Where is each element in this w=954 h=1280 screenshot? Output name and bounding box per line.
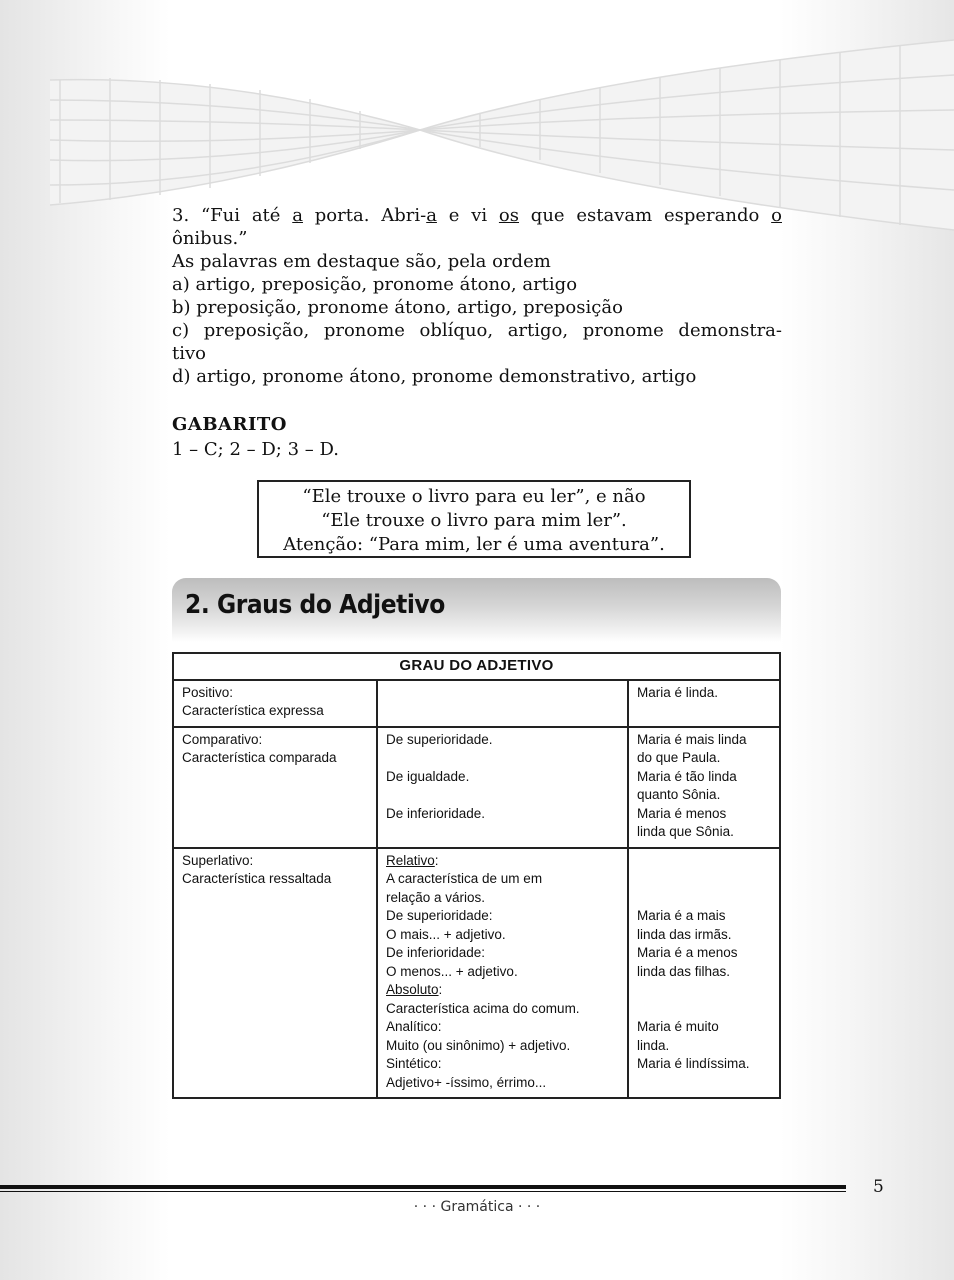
question-3-stem-cont: ônibus.” xyxy=(172,228,248,249)
option-b: b) preposição, pronome átono, artigo, preposição xyxy=(172,297,623,318)
footer-title: · · · Gramática · · · xyxy=(413,1199,541,1215)
question-3-stem: 3. “Fui até a porta. Abri-a e vi os que estavam esperando o xyxy=(172,205,782,226)
note-line: “Ele trouxe o livro para eu ler”, e não xyxy=(302,486,646,507)
table-row xyxy=(173,727,780,848)
cell-superlativo: Superlativo: Característica ressaltada xyxy=(173,848,377,1099)
highlight-a1: a xyxy=(292,205,303,226)
footer-rule-thick xyxy=(0,1185,846,1189)
option-a: a) artigo, preposição, pronome átono, artigo xyxy=(172,274,578,295)
option-c-cont: tivo xyxy=(172,343,206,364)
cell-comparativo-examples: Maria é mais linda do que Paula. Maria é tão linda quanto Sônia. Maria é menos linda que Sônia. xyxy=(628,727,780,848)
highlight-o: o xyxy=(771,205,782,226)
note-line: “Ele trouxe o livro para mim ler”. xyxy=(321,510,627,531)
table-header: GRAU DO ADJETIVO xyxy=(173,653,780,680)
question-3-prompt: As palavras em destaque são, pela ordem xyxy=(172,251,551,272)
highlight-a2: a xyxy=(426,205,437,226)
section-header xyxy=(172,578,781,642)
cell-comparativo: Comparativo: Característica comparada xyxy=(173,727,377,848)
attention-box xyxy=(257,480,691,558)
question-3 xyxy=(172,204,782,388)
note-line: Atenção: “Para mim, ler é uma aventura”. xyxy=(283,534,665,555)
cell-positivo: Positivo: Característica expressa xyxy=(173,680,377,727)
relativo-label: Relativo xyxy=(386,852,435,868)
highlight-os: os xyxy=(498,205,519,226)
table-row xyxy=(173,680,780,727)
cell-empty xyxy=(377,680,628,727)
page-number: 5 xyxy=(873,1177,884,1197)
cell-superlativo-examples: Maria é a mais linda das irmãs. Maria é a menos linda das filhas. Maria é muito linda. Maria é lindíssima. xyxy=(628,848,780,1099)
footer-rule-thin xyxy=(0,1191,846,1192)
section-title: 2. Graus do Adjetivo xyxy=(185,590,445,620)
gabarito-title: GABARITO xyxy=(172,414,287,435)
option-c: c) preposição, pronome oblíquo, artigo, pronome demonstra- xyxy=(172,320,782,341)
option-d: d) artigo, pronome átono, pronome demonstrativo, artigo xyxy=(172,366,697,387)
cell-positivo-example: Maria é linda. xyxy=(628,680,780,727)
adjective-degree-table xyxy=(172,652,781,1099)
cell-comparativo-types: De superioridade. De igualdade. De inferioridade. xyxy=(377,727,628,848)
table-row xyxy=(173,848,780,1099)
table-header-row xyxy=(173,653,780,680)
cell-superlativo-types: Relativo: A característica de um em relação a vários. De superioridade: O mais... + adjetivo. De inferioridade: O menos... + adjetivo. Absoluto: Característica acima do comum. Analítico: Muito (ou sinônimo) + adjetivo. Sintético: Adjetivo+ -íssimo, érrimo... xyxy=(377,848,628,1099)
gabarito-answers: 1 – C; 2 – D; 3 – D. xyxy=(172,439,339,460)
absoluto-label: Absoluto xyxy=(386,982,439,997)
